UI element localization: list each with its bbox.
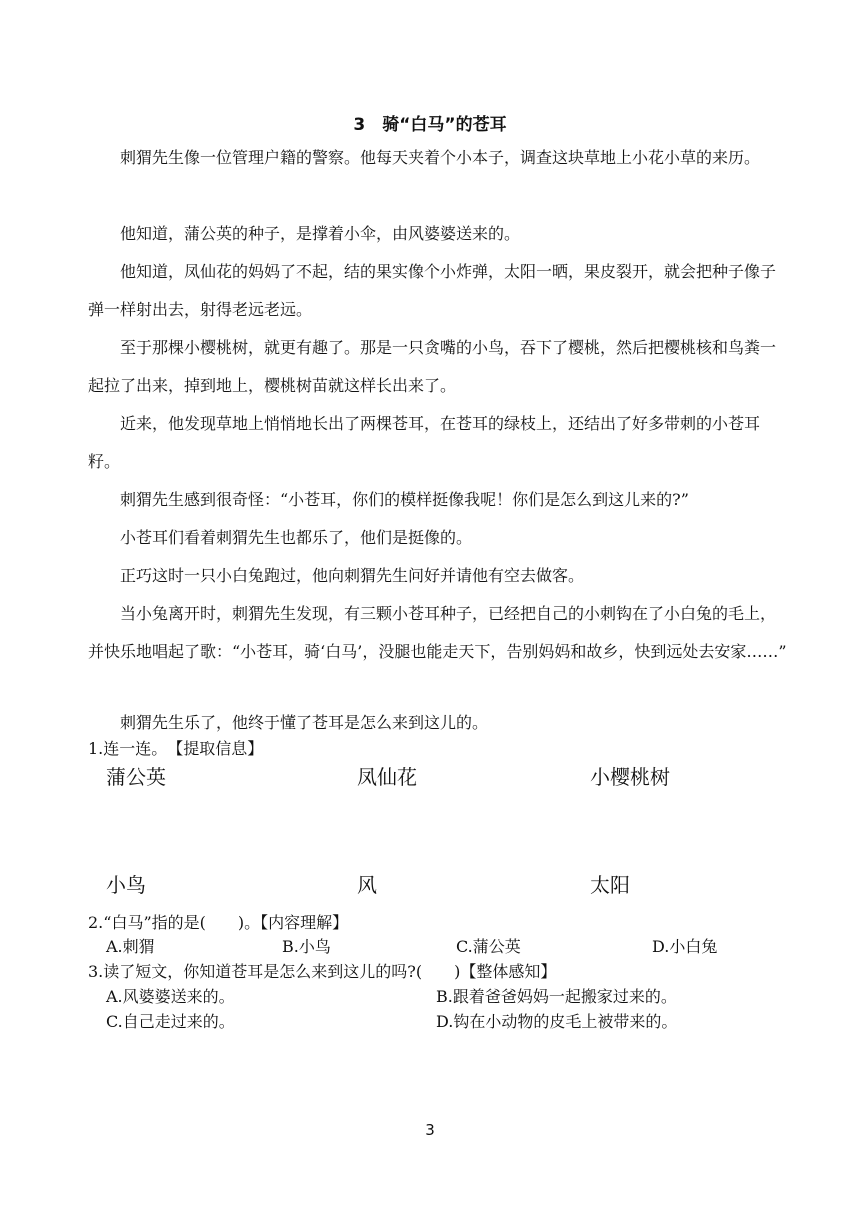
question-3-option-b: B.跟着爸爸妈妈一起搬家过来的。: [436, 987, 677, 1006]
question-2-label: 2.“白马”指的是( )。【内容理解】: [88, 913, 349, 932]
question-3-label: 3.读了短文，你知道苍耳是怎么来到这儿的吗?( )【整体感知】: [88, 962, 557, 981]
question-3-option-c: C.自己走过来的。: [106, 1012, 235, 1031]
paragraph-4: 至于那棵小樱桃树，就更有趣了。那是一只贪嘴的小鸟，吞下了樱桃，然后把樱桃核和鸟粪一起拉了出来，掉到地上，樱桃树苗就这样长出来了。: [88, 338, 777, 395]
match-top-item-1: 蒲公英: [106, 765, 166, 789]
question-3-option-a: A.风婆婆送来的。: [106, 987, 235, 1006]
paragraph-9: 当小兔离开时，刺猬先生发现，有三颗小苍耳种子，已经把自己的小刺钩在了小白兔的毛上，并快乐地唱起了歌：“小苍耳，骑‘白马’，没腿也能走天下，告别妈妈和故乡，快到远处去安家……”: [88, 604, 787, 661]
match-bottom-item-3: 太阳: [590, 873, 630, 897]
paragraph-5: 近来，他发现草地上悄悄地长出了两棵苍耳，在苍耳的绿枝上，还结出了好多带刺的小苍耳籽。: [88, 414, 761, 471]
paragraph-6: 刺猬先生感到很奇怪：“小苍耳，你们的模样挺像我呢！你们是怎么到这儿来的?”: [120, 490, 689, 509]
question-1-label: 1.连一连。 【提取信息】: [88, 739, 264, 758]
paragraph-10: 刺猬先生乐了，他终于懂了苍耳是怎么来到这儿的。: [120, 713, 489, 732]
question-3-option-d: D.钩在小动物的皮毛上被带来的。: [436, 1012, 678, 1031]
question-2-option-a: A.刺猬: [106, 937, 155, 956]
question-2-option-b: B.小鸟: [282, 937, 331, 956]
page-number: 3: [425, 1121, 435, 1139]
match-bottom-item-2: 风: [357, 873, 377, 897]
paragraph-7: 小苍耳们看着刺猬先生也都乐了，他们是挺像的。: [120, 528, 473, 547]
paragraph-2: 他知道，蒲公英的种子，是撑着小伞，由风婆婆送来的。: [120, 224, 521, 243]
paragraph-8: 正巧这时一只小白兔跑过，他向刺猬先生问好并请他有空去做客。: [120, 566, 585, 585]
paragraph-1: 刺猬先生像一位管理户籍的警察。他每天夹着个小本子，调查这块草地上小花小草的来历。: [120, 148, 761, 167]
paragraph-3: 他知道，凤仙花的妈妈了不起，结的果实像个小炸弹，太阳一晒，果皮裂开，就会把种子像子弹一样射出去，射得老远老远。: [88, 262, 777, 319]
match-top-item-3: 小樱桃树: [590, 765, 670, 789]
question-2-option-c: C.蒲公英: [456, 937, 521, 956]
match-top-item-2: 凤仙花: [357, 765, 417, 789]
passage-title: 3 骑“白马”的苍耳: [353, 115, 507, 135]
question-2-option-d: D.小白兔: [652, 937, 718, 956]
match-bottom-item-1: 小鸟: [106, 873, 146, 897]
